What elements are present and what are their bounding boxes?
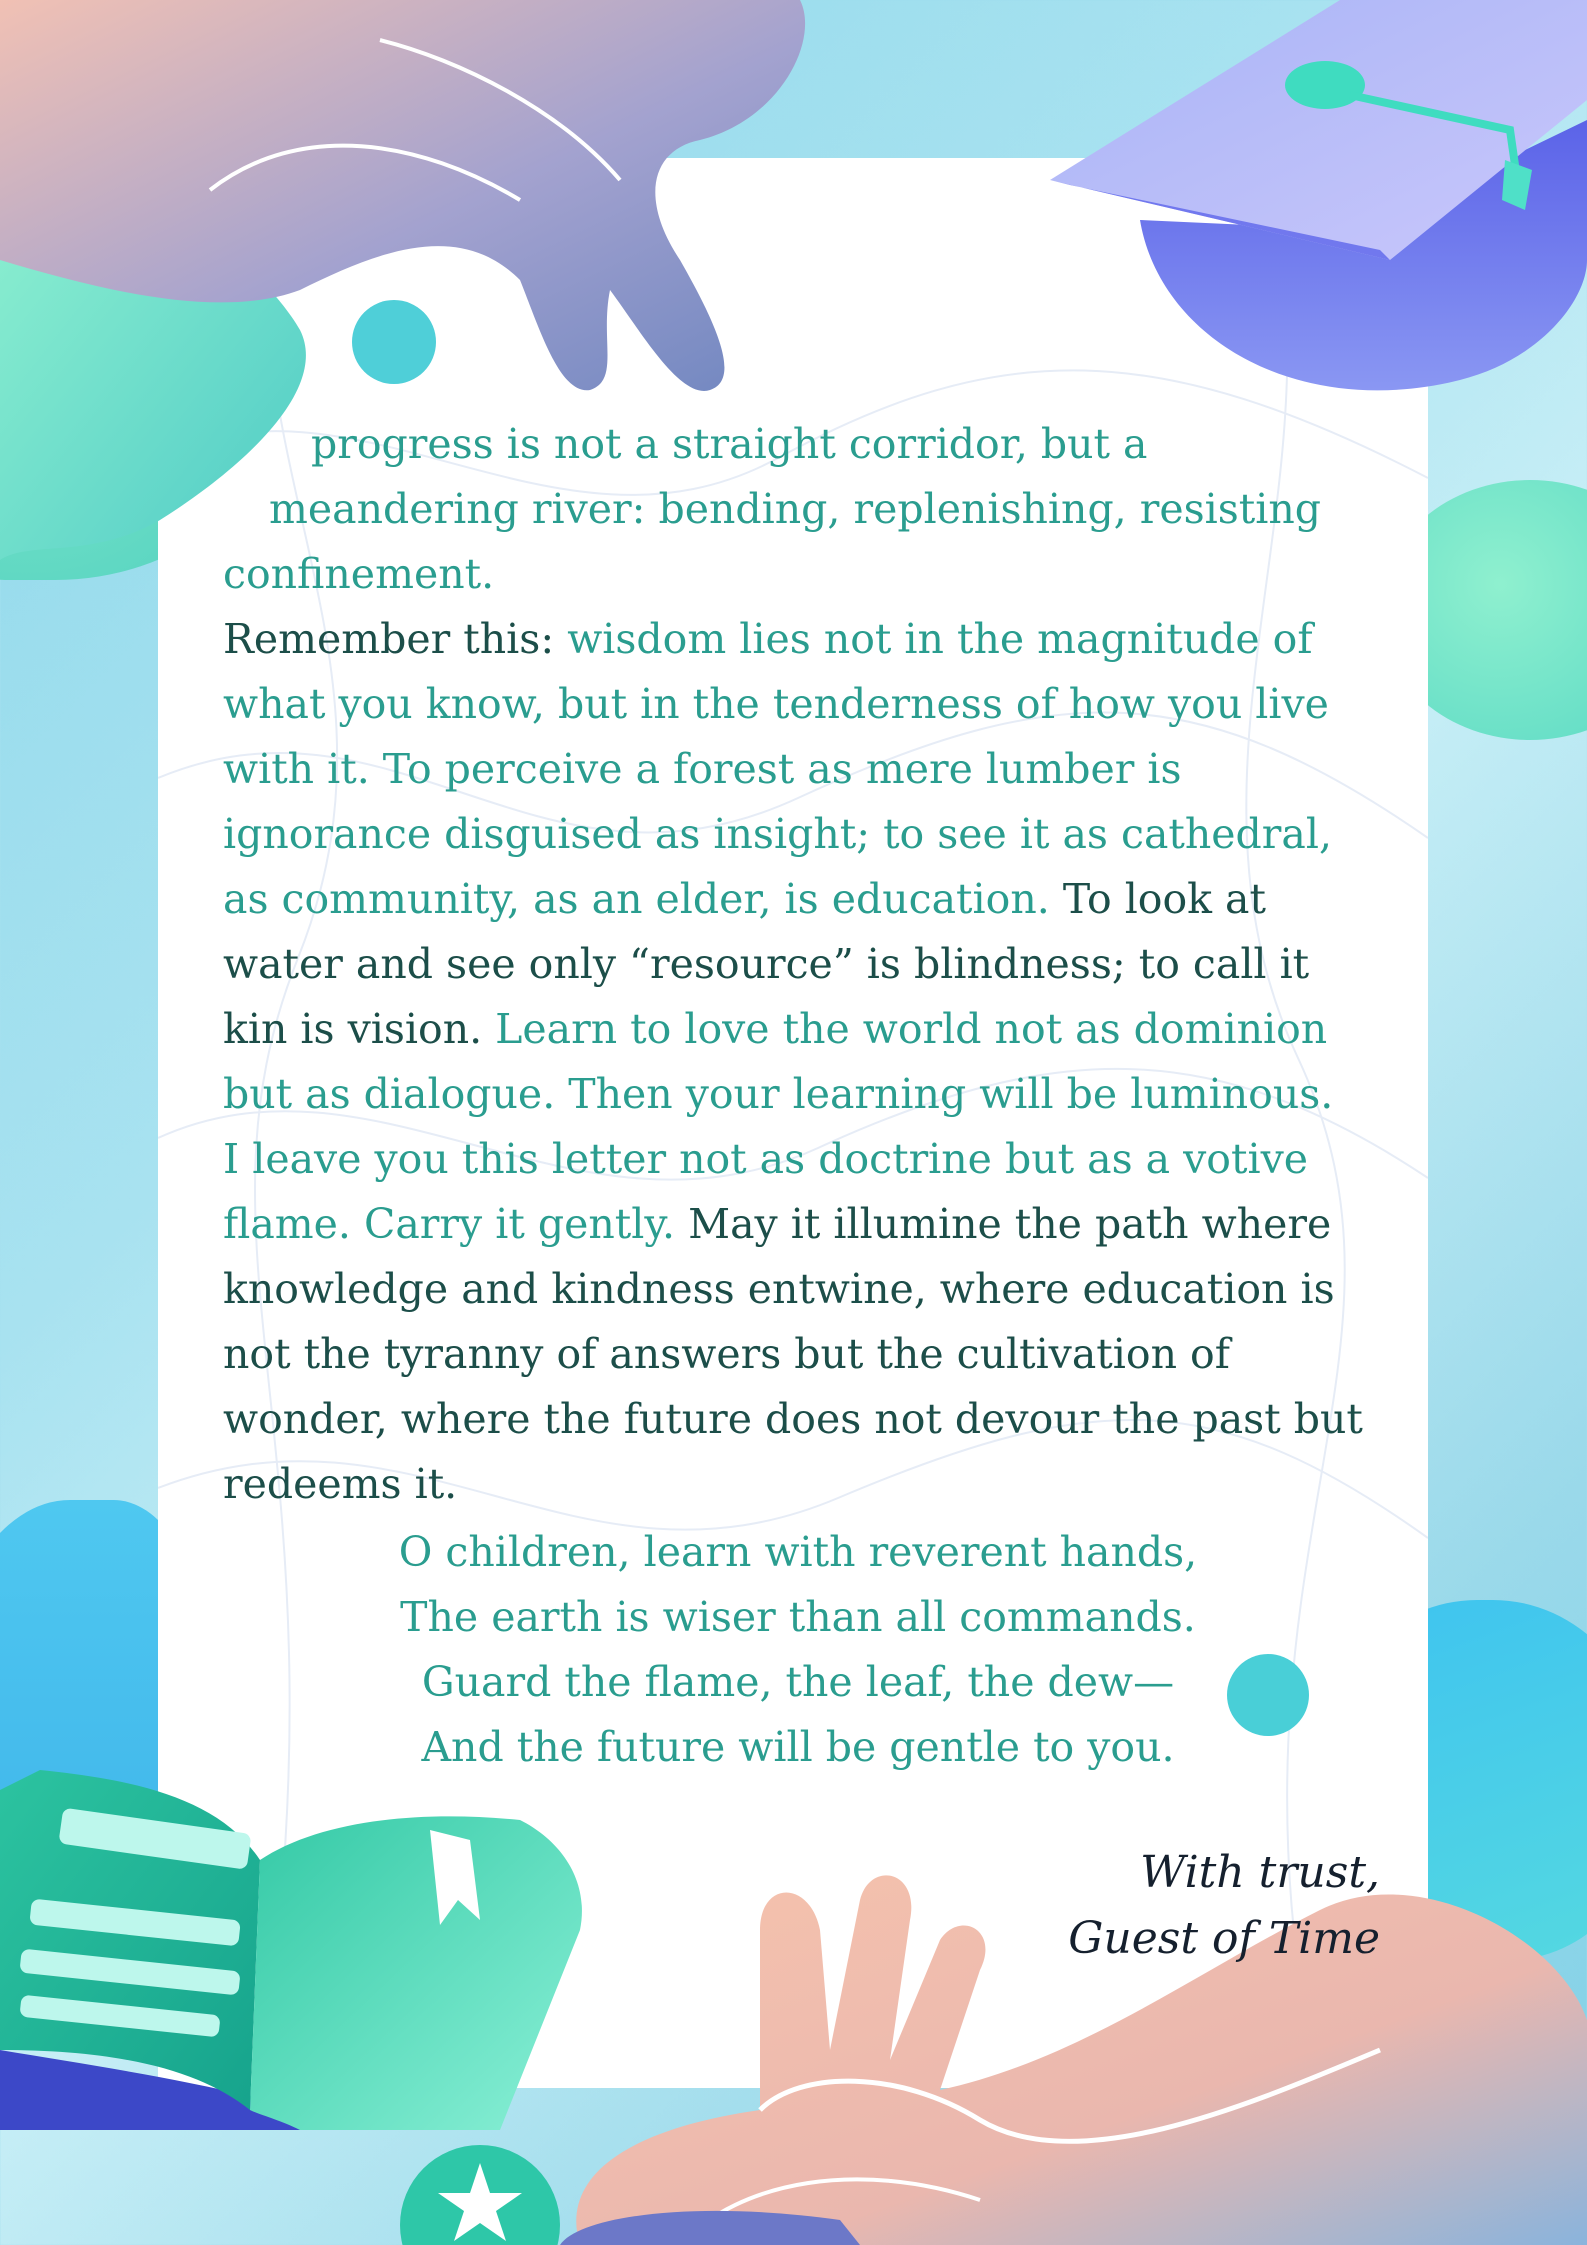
letter-line — [223, 1127, 1383, 1192]
signature-name: Guest of Time — [1068, 1913, 1380, 1964]
letter-line — [223, 802, 1383, 867]
letter-text-segment: as community, as an elder, is education. — [223, 875, 1063, 923]
letter-text-segment: with it. To perceive a forest as mere lumber is — [223, 745, 1182, 793]
letter-line — [223, 607, 1383, 672]
open-book-icon — [0, 1750, 620, 2130]
letter-line — [223, 737, 1383, 802]
letter-line — [223, 1322, 1383, 1387]
poem — [223, 1520, 1373, 1780]
letter-text-segment: To look at — [1062, 875, 1266, 923]
letter-intro-line: meandering river: bending, replenishing, resisting — [269, 485, 1322, 533]
letter-line — [223, 867, 1383, 932]
letter-text-segment: not the tyranny of answers but the cultivation of — [223, 1330, 1230, 1378]
star-icon — [390, 2135, 570, 2245]
letter-text-segment: redeems it. — [223, 1460, 458, 1508]
letter-text-segment: water and see only “resource” is blindness; to call it — [223, 940, 1310, 988]
letter-line — [223, 997, 1383, 1062]
letter-text-segment: wisdom lies not in the magnitude of — [567, 615, 1313, 663]
letter-line — [223, 1257, 1383, 1322]
poem-line: O children, learn with reverent hands, — [398, 1528, 1198, 1576]
poem-line: And the future will be gentle to you. — [421, 1723, 1175, 1771]
letter-line — [223, 932, 1383, 997]
letter-text-segment: ignorance disguised as insight; to see it as cathedral, — [223, 810, 1332, 858]
letter-line — [223, 1192, 1383, 1257]
signature — [1060, 1840, 1380, 1972]
letter-text-segment: but as dialogue. Then your learning will be luminous. — [223, 1070, 1334, 1118]
letter-body — [223, 412, 1383, 1517]
letter-text-segment: May it illumine the path where — [688, 1200, 1332, 1248]
letter-text-segment: what you know, but in the tenderness of how you live — [223, 680, 1329, 728]
letter-intro-line: confinement. — [223, 550, 495, 598]
letter-text-segment: I leave you this letter not as doctrine but as a votive — [223, 1135, 1308, 1183]
graduation-cap-icon — [1040, 0, 1587, 420]
letter-line — [223, 1387, 1383, 1452]
letter-text-segment: knowledge and kindness entwine, where education is — [223, 1265, 1335, 1313]
letter-paragraph — [223, 607, 1383, 1517]
letter-line — [223, 1062, 1383, 1127]
signature-closing: With trust, — [1140, 1847, 1380, 1898]
letter-line — [223, 1452, 1383, 1517]
poem-line: Guard the flame, the leaf, the dew— — [421, 1658, 1175, 1706]
letter-text-segment: flame. Carry it gently. — [223, 1200, 689, 1248]
letter-text-segment: kin is vision. — [223, 1005, 496, 1053]
letter-text-segment: wonder, where the future does not devour the past but — [223, 1395, 1363, 1443]
letter-intro-line: progress is not a straight corridor, but a — [311, 420, 1148, 468]
letter-line — [223, 672, 1383, 737]
letter-text-segment: Learn to love the world not as dominion — [495, 1005, 1328, 1053]
letter-text-segment: Remember this: — [223, 615, 568, 663]
poem-line: The earth is wiser than all commands. — [400, 1593, 1196, 1641]
